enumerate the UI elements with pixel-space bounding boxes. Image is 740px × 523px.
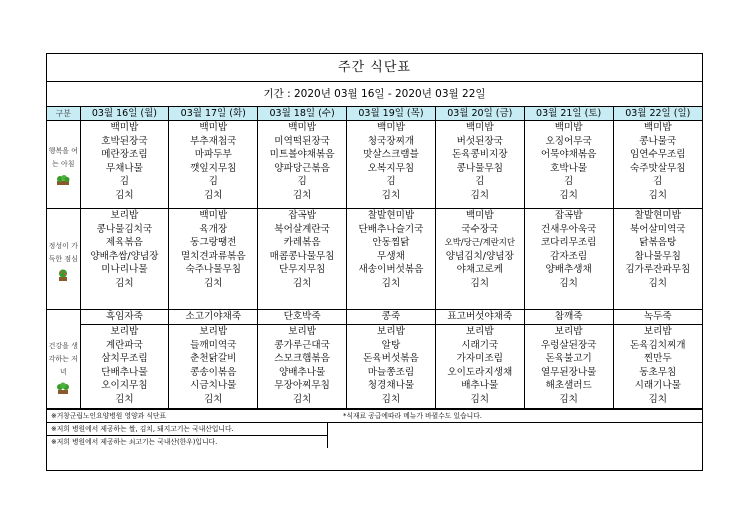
menu-item: 닭볶음탕 [639,237,677,249]
dinner-day-cell [169,325,258,409]
menu-item: 김치 [115,277,134,289]
menu-item: 백미밥 [199,122,228,133]
menu-item: 김치 [381,277,401,289]
breakfast-day-cell [80,121,169,209]
notes-block [47,409,702,448]
header-category: 구분 [47,107,80,121]
menu-item: 계란파국 [105,339,143,351]
note-row [47,410,702,423]
menu-item: 김 [475,176,485,188]
menu-item: 오이지무침 [101,380,148,392]
menu-item: 미트볼야채볶음 [269,149,335,161]
menu-item: 김치 [203,393,223,405]
menu-item: 보리밥 [199,326,228,337]
menu-item: 무생채 [377,250,405,262]
menu-item: 콩가루근대국 [274,339,330,351]
plant-icon [56,382,70,394]
menu-item: 깻잎지무침 [190,162,237,174]
menu-item: 김치 [115,189,134,201]
menu-item: 동그랑땡전 [190,237,237,249]
menu-item: 찐만두 [643,353,672,365]
menu-item: 찰발현미밥 [367,210,415,221]
menu-item: 메란장조림 [101,149,148,161]
lunch-label-cell [47,209,80,310]
menu-item: 북어살계란국 [274,223,330,235]
menu-item: 돈육김치찌개 [629,339,686,351]
menu-item: 잡곡밥 [288,210,317,221]
menu-item: 보리밥 [110,326,139,337]
menu-item: 김치 [292,393,312,405]
breakfast-label-cell [47,121,80,209]
menu-item: 콩송이볶음 [190,366,237,378]
menu-item: 김치 [470,277,490,289]
menu-item: 해초샐러드 [545,380,592,392]
menu-item: 보리밥 [377,326,405,337]
menu-item: 육개장 [199,223,228,235]
dinner-day-cell [613,325,702,409]
menu-item: 스모크햄볶음 [274,353,330,365]
menu-item: 백미밥 [288,122,317,133]
page-title: 주간 식단표 [47,54,702,82]
menu-item: 제육볶음 [105,237,143,249]
menu-item: 매콤콩나물무침 [269,250,335,262]
header-day: 03월 19일 (목) [347,107,436,121]
menu-table [47,107,702,409]
porridge-item: 흑임자죽 [80,310,169,325]
menu-item: 춘천닭갈비 [190,353,237,365]
menu-item: 김치 [559,393,578,405]
menu-item: 시래기국 [461,339,499,351]
menu-item: 백미밥 [377,122,405,133]
breakfast-day-cell [524,121,613,209]
menu-item: 김 [119,176,130,188]
menu-item: 코다리무조림 [540,237,597,249]
menu-item: 어묵야채볶음 [540,149,597,161]
menu-item: 열무된장나물 [540,366,597,378]
menu-item: 김치 [292,277,312,289]
dinner-day-cell [258,325,347,409]
menu-item: 새송이버섯볶음 [358,264,424,276]
menu-item: 김치 [470,189,490,201]
breakfast-day-cell [169,121,258,209]
lunch-row [47,209,702,310]
lunch-day-cell [80,209,169,310]
menu-item: 양념김치/양념장 [445,250,514,262]
menu-item: 오이도라지생채 [447,366,513,378]
menu-item: 김치 [115,393,134,405]
menu-item: 잡곡밥 [554,210,583,221]
header-day: 03월 17일 (화) [169,107,258,121]
menu-item: 콩나물무침 [456,162,503,174]
menu-item: 김치 [203,277,223,289]
menu-item: 감자조림 [550,250,588,262]
lunch-day-cell [258,209,347,310]
menu-item: 북어살미역국 [629,223,686,235]
menu-item: 우렁살된장국 [540,339,597,351]
header-row [47,107,702,121]
menu-item: 보리밥 [554,326,583,337]
menu-item: 양배추생채 [545,264,592,276]
menu-item: 김 [297,176,307,188]
menu-item: 삼치무조림 [101,353,148,365]
menu-item: 오징어무국 [545,135,592,147]
menu-item: 건새우아욱국 [540,223,597,235]
menu-item: 김 [208,176,218,188]
lunch-day-cell [613,209,702,310]
note-hospital: ※거창군립노인요양병원 영양과 식단표 [51,412,167,420]
breakfast-day-cell [435,121,524,209]
header-day: 03월 18일 (수) [258,107,347,121]
menu-item: 부추재첩국 [190,135,237,147]
menu-item: 김치 [203,189,223,201]
menu-item: 미역떡된장국 [274,135,330,147]
header-day: 03월 21일 (토) [524,107,613,121]
note-supply: *식재료 공급에따라 메뉴가 바뀔수도 있습니다. [343,412,482,420]
dinner-label: 건강을 생각하는 저녁 [48,342,78,377]
dinner-day-cell [80,325,169,409]
header-day: 03월 20일 (금) [435,107,524,121]
menu-item: 김치 [648,393,668,405]
lunch-label: 정성이 가득한 점심 [48,241,78,263]
menu-item: 마늘쫑조림 [367,366,415,378]
menu-item: 김 [386,176,396,188]
porridge-item: 단호박죽 [258,310,347,325]
menu-item: 김치 [559,189,578,201]
menu-item: 임연수무조림 [629,149,686,161]
menu-item: 김치 [559,277,578,289]
dinner-day-cell [435,325,524,409]
menu-item: 콩나물국 [639,135,677,147]
menu-item: 무장아찌무침 [274,380,330,392]
menu-item: 돈육불고기 [545,353,592,365]
menu-item: 가자미조림 [456,353,503,365]
menu-item: 청경채나물 [367,380,415,392]
menu-item: 백미밥 [465,122,494,133]
porridge-row [47,310,702,325]
note-row [47,423,328,436]
menu-item: 숙주맛살무침 [629,162,686,174]
breakfast-day-cell [258,121,347,209]
menu-item: 호박된장국 [101,135,148,147]
period-range: 기간 : 2020년 03월 16일 - 2020년 03월 22일 [47,82,702,107]
plant-icon [56,174,70,186]
menu-item: 동초무침 [639,366,677,378]
menu-item: 시래기나물 [634,380,681,392]
plant-icon [56,269,70,281]
menu-item: 찰발현미밥 [634,210,681,221]
menu-item: 참나물무침 [634,250,681,262]
menu-item: 안동찜닭 [372,237,410,249]
porridge-item: 녹두죽 [613,310,702,325]
menu-item: 김치 [381,189,401,201]
menu-item: 단무지무침 [278,264,326,276]
menu-item: 김치 [470,393,490,405]
breakfast-day-cell [347,121,436,209]
menu-item: 보리밥 [465,326,494,337]
lunch-day-cell [524,209,613,310]
menu-item: 김가루잔파무침 [625,264,691,276]
menu-item: 콩나물김치국 [96,223,153,235]
menu-item: 호박나물 [550,162,588,174]
porridge-item: 콩죽 [347,310,436,325]
menu-item: 김치 [381,393,401,405]
lunch-day-cell [435,209,524,310]
menu-item: 돈육콩비지장 [451,149,508,161]
menu-item: 보리밥 [110,210,139,221]
menu-item: 양파당근볶음 [274,162,330,174]
menu-item: 돈육버섯볶음 [363,353,419,365]
menu-item: 김 [653,176,663,188]
menu-item: 보리밥 [288,326,317,337]
menu-item: 단배추나슬기국 [358,223,424,235]
breakfast-day-cell [613,121,702,209]
menu-item: 단배추나물 [101,366,148,378]
menu-item: 마파두부 [194,149,232,161]
breakfast-label: 행복을 여는 아침 [48,147,78,168]
menu-item: 보리밥 [643,326,672,337]
menu-item: 맛살스크램블 [363,149,419,161]
breakfast-row [47,121,702,209]
menu-item: 시금치나물 [190,380,237,392]
dinner-label-cell [47,325,80,409]
menu-item: 김 [564,176,574,188]
menu-item: 숙주나물무침 [185,264,242,276]
dinner-day-cell [524,325,613,409]
menu-item: 카레볶음 [283,237,321,249]
meal-plan-sheet [46,53,703,471]
note-origin-rice: ※저희 병원에서 제공하는 쌀, 김치, 돼지고기는 국내산입니다. [51,425,234,433]
header-day: 03월 16일 (월) [80,107,169,121]
menu-item: 국수장국 [461,223,499,235]
menu-item: 김치 [292,189,312,201]
lunch-day-cell [347,209,436,310]
note-row [47,436,328,448]
lunch-day-cell [169,209,258,310]
menu-item: 무채나물 [105,162,143,174]
dinner-day-cell [347,325,436,409]
menu-item: 백미밥 [643,122,672,133]
menu-item: 백미밥 [465,210,494,221]
menu-item: 오복지무침 [367,162,415,174]
menu-item: 들깨미역국 [190,339,237,351]
menu-item: 야채고로케 [456,264,503,276]
porridge-item: 참깨죽 [524,310,613,325]
menu-item: 양배추쌈/양념장 [90,250,159,262]
menu-item: 오박/당근/계란지단 [444,237,515,248]
dinner-row [47,325,702,409]
porridge-item: 소고기야채죽 [169,310,258,325]
menu-item: 미나리나물 [101,264,148,276]
menu-item: 배추나물 [461,380,499,392]
menu-item: 버섯된장국 [456,135,503,147]
menu-item: 백미밥 [110,122,139,133]
menu-item: 멸치견과류볶음 [180,250,246,262]
menu-item: 양배추나물 [278,366,326,378]
menu-item: 백미밥 [199,210,228,221]
porridge-label-cell [47,310,80,325]
menu-item: 백미밥 [554,122,583,133]
menu-item: 김치 [648,277,668,289]
note-origin-beef: ※저희 병원에서 제공하는 쇠고기는 국내산(한우)입니다. [51,438,218,446]
menu-item: 청국장찌개 [367,135,415,147]
header-day: 03월 22일 (일) [613,107,702,121]
porridge-item: 표고버섯야채죽 [435,310,524,325]
menu-item: 김치 [648,189,668,201]
menu-item: 알탕 [381,339,401,351]
